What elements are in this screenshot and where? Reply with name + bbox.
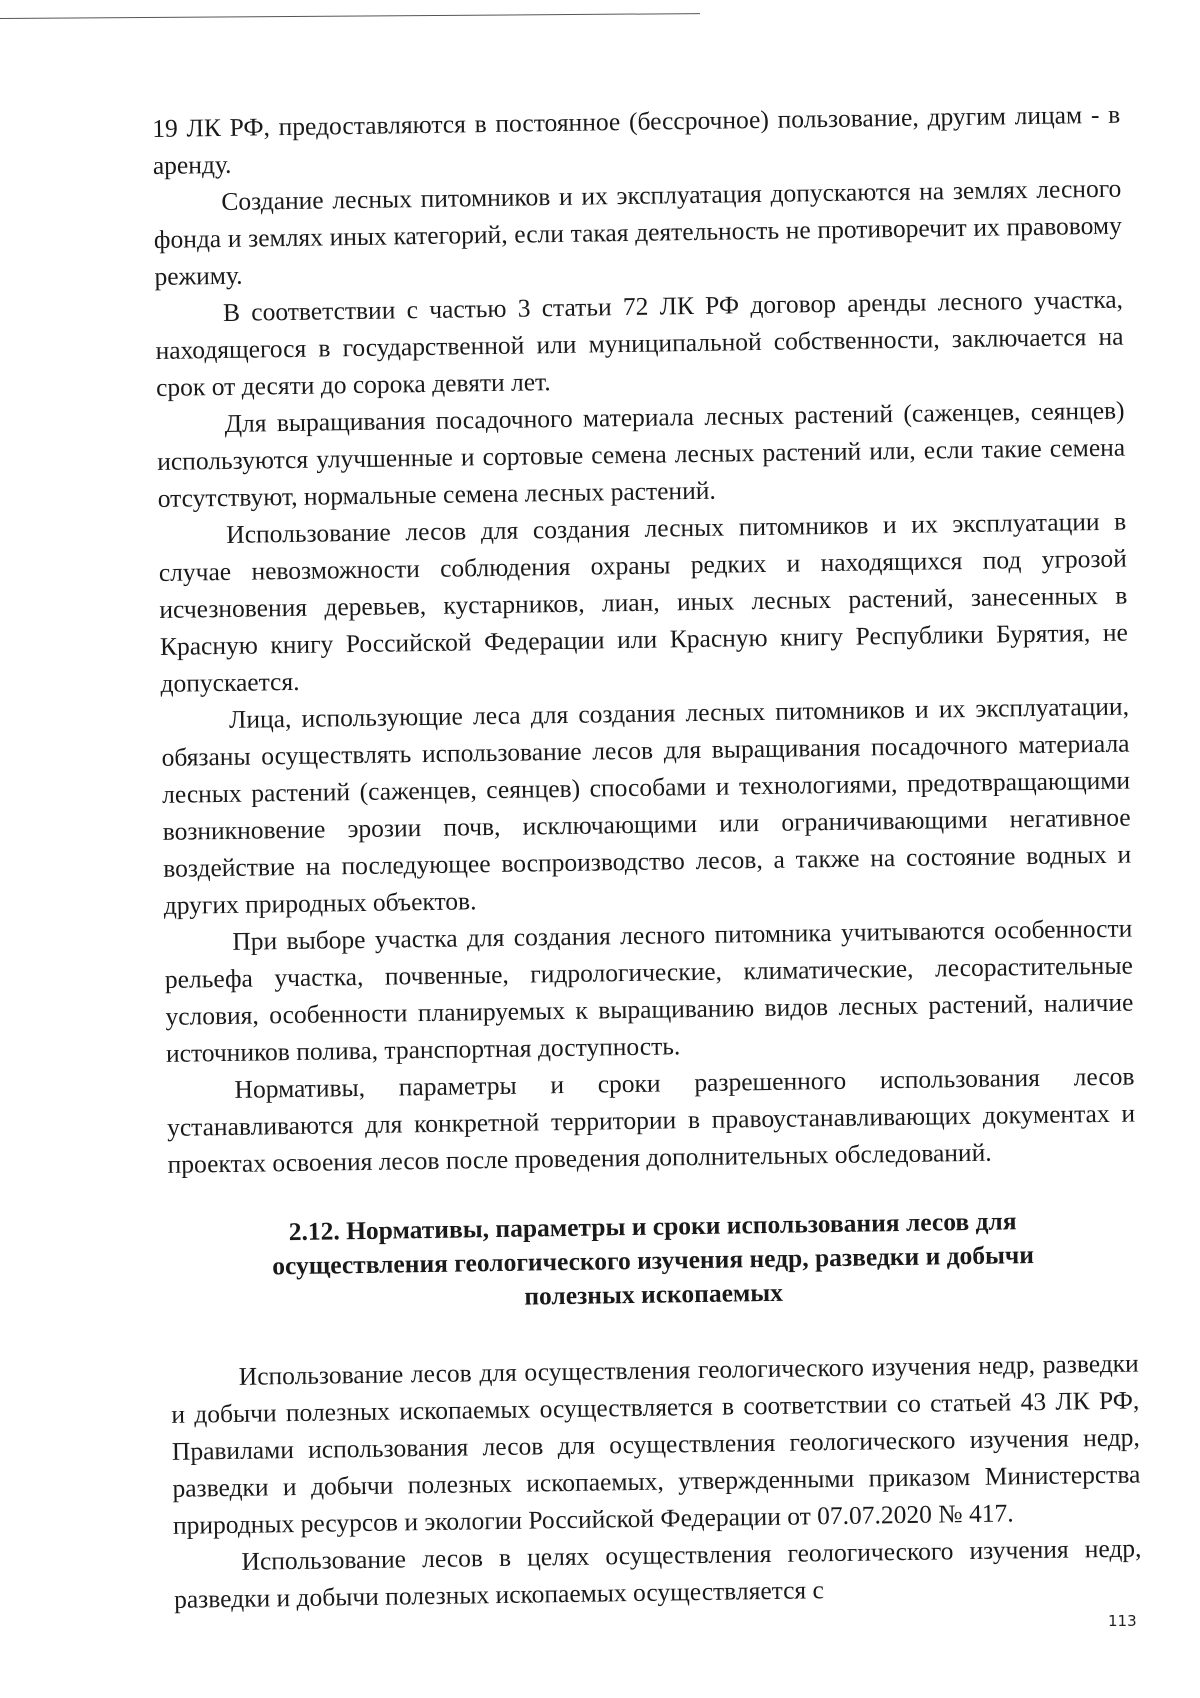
paragraph: Для выращивания посадочного материала лесных растений (саженцев, сеянцев) используются улучшенные и сортовые семена лесных растений или, если такие семена отсутствуют, нормальные семена лесных растений. [156,395,1126,513]
scan-edge-line [0,13,700,19]
section-heading-line: 2.12. Нормативы, параметры и сроки использования лесов для [288,1206,1017,1247]
section-heading-line: осуществления геологического изучения недр, разведки и добычи [272,1240,1035,1281]
paragraph: Создание лесных питомников и их эксплуатация допускаются на землях лесного фонда и землях иных категорий, если такая деятельность не противоречит их правовому режиму. [153,173,1123,291]
paragraph: Использование лесов в целях осуществления геологического изучения недр, разведки и добычи полезных ископаемых осуществляется с [173,1533,1142,1614]
document-page [152,96,1142,1618]
paragraph: В соответствии с частью 3 статьи 72 ЛК РФ договор аренды лесного участка, находящегося в государственной или муниципальной собственности, заключается на срок от десяти до сорока девяти лет. [155,284,1124,402]
paragraph-continuation: 19 ЛК РФ, предоставляются в постоянное (бессрочное) пользование, другим лицам - в аренду. [152,99,1121,180]
page-number: 113 [1108,1612,1137,1630]
paragraph: Использование лесов для создания лесных питомников и их эксплуатации в случае невозможности соблюдения охраны редких и находящихся под угрозой исчезновения деревьев, кустарников, лиан, иных лесных растений, занесенных в Красную книгу Российской Федерации или Красную книгу Республики Бурятия, не допускается. [158,506,1129,698]
paragraph: Использование лесов для осуществления геологического изучения недр, разведки и добычи полезных ископаемых осуществляется в соответствии со статьей 43 ЛК РФ, Правилами использования лесов для осуществления геологического изучения недр, разведки и добычи полезных ископаемых, утвержденными приказом Министерства природных ресурсов и экологии Российской Федерации от 07.07.2020 № 417. [171,1348,1141,1540]
paragraph: Лица, использующие леса для создания лесных питомников и их эксплуатации, обязаны осуществлять использование лесов для выращивания посадочного материала лесных растений (саженцев, сеянцев) способами и технологиями, предотвращающими возникновение эрозии почв, исключающими или ограничивающими негативное воздействие на последующее воспроизводство лесов, а также на состояние водных и других природных объектов. [161,691,1132,920]
section-heading-line: полезных ископаемых [524,1277,784,1311]
paragraph: Нормативы, параметры и сроки разрешенного использования лесов устанавливаются для конкретной территории в правоустанавливающих документах и проектах освоения лесов после проведения дополнительных обследований. [166,1061,1136,1179]
paragraph: При выборе участка для создания лесного питомника учитываются особенности рельефа участка, почвенные, гидрологические, климатические, лесорастительные условия, особенности планируемых к выращиванию видов лесных растений, наличие источников полива, транспортная доступность. [164,913,1134,1068]
section-heading [208,1203,1097,1318]
